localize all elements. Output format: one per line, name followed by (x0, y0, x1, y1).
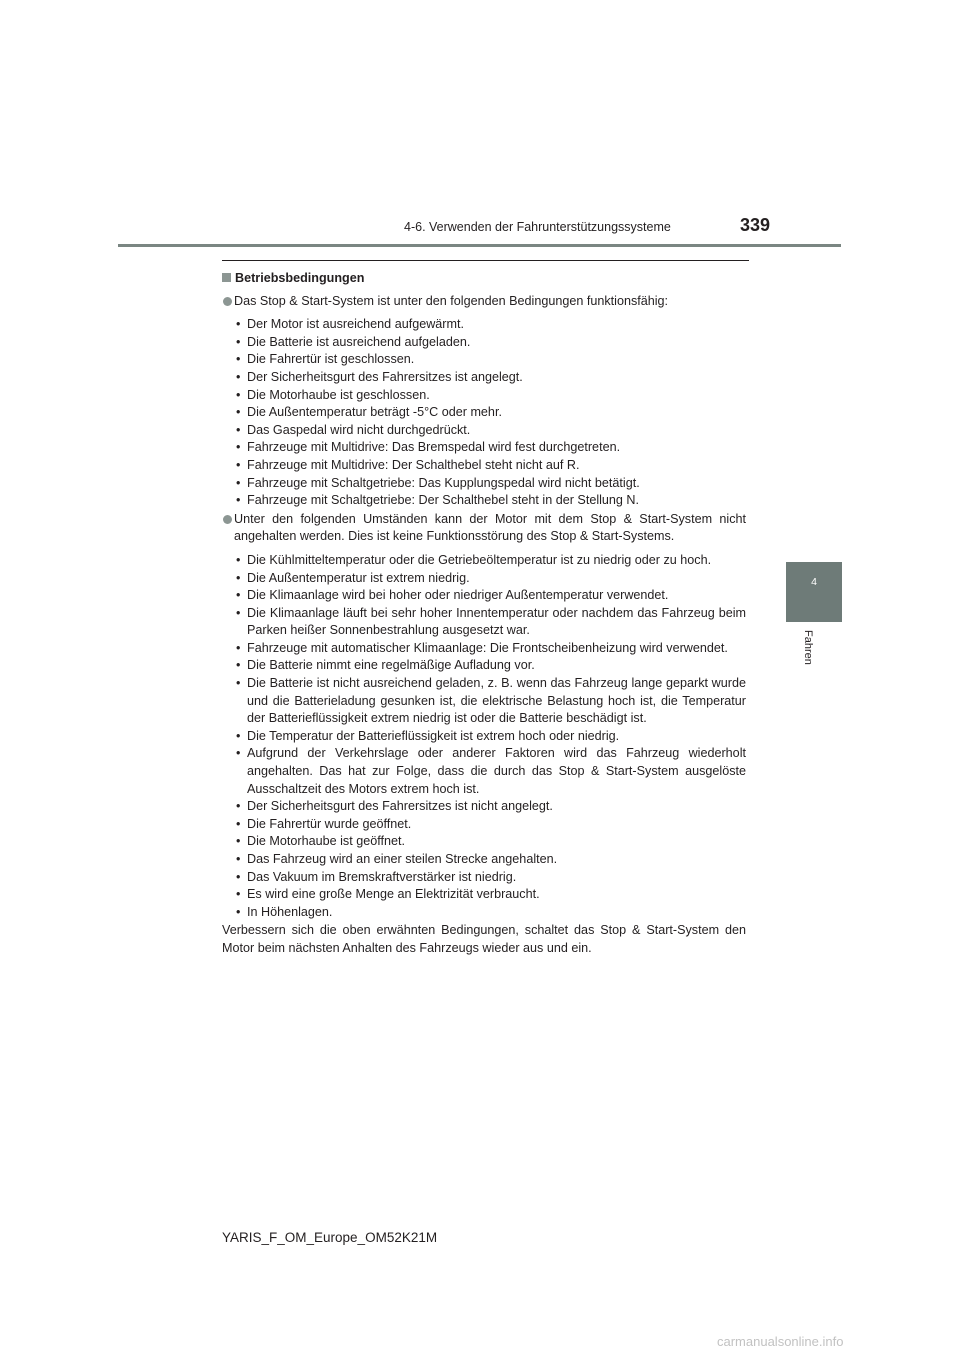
list-item (234, 387, 746, 405)
list-item (234, 851, 746, 869)
section-heading (222, 270, 746, 288)
bullet-dot-icon: • (236, 852, 241, 866)
non-functional-conditions-list (234, 552, 746, 921)
chapter-tab-number: 4 (811, 576, 817, 588)
list-item-text: Fahrzeuge mit automatischer Klimaanlage: Die Frontscheibenheizung wird verwendet. (247, 640, 728, 655)
chapter-label-text: Fahren (802, 630, 814, 665)
list-item (234, 552, 746, 570)
content-top-rule (222, 260, 749, 261)
list-item-text: Die Außentemperatur ist extrem niedrig. (247, 570, 470, 585)
bullet-dot-icon: • (236, 887, 241, 902)
list-item (234, 745, 746, 798)
bullet-dot-icon: • (236, 552, 241, 567)
list-item-text: Die Fahrertür ist geschlossen. (247, 352, 415, 367)
list-item-text: Der Sicherheitsgurt des Fahrersitzes ist angelegt. (247, 369, 523, 384)
list-item-text: Es wird eine große Menge an Elektrizität verbraucht. (247, 887, 540, 902)
bullet-dot-icon: • (236, 658, 241, 673)
bullet-dot-icon: • (236, 799, 241, 814)
bullet-dot-icon: • (236, 834, 241, 849)
watermark: carmanualsonline.info (717, 1334, 844, 1349)
list-item (234, 369, 746, 387)
bullet-dot-icon: • (236, 746, 241, 761)
list-item (234, 351, 746, 369)
list-item-text: Die Klimaanlage wird bei hoher oder niedriger Außentemperatur verwendet. (247, 588, 669, 603)
chapter-tab[interactable] (786, 562, 842, 622)
list-item (234, 904, 746, 922)
header-rule (118, 244, 841, 247)
circle-bullet-icon (223, 297, 232, 306)
list-item-text: Die Klimaanlage läuft bei sehr hoher Innentemperatur oder nachdem das Fahrzeug beim Parken heißer Sonnenbestrahlung ausgesetzt war. (247, 605, 746, 638)
list-item-text: Die Außentemperatur beträgt -5°C oder mehr. (247, 405, 502, 420)
list-item (234, 404, 746, 422)
list-item (234, 798, 746, 816)
main-content (222, 270, 746, 958)
bullet-dot-icon: • (236, 904, 241, 919)
section-heading-text: Betriebsbedingungen (235, 271, 365, 285)
bullet-dot-icon: • (236, 440, 241, 455)
list-item (234, 334, 746, 352)
list-item-text: Das Vakuum im Bremskraftverstärker ist niedrig. (247, 869, 517, 884)
bullet-dot-icon: • (236, 640, 241, 655)
list-item-text: Die Batterie ist ausreichend aufgeladen. (247, 334, 471, 349)
list-item (234, 657, 746, 675)
list-item (234, 833, 746, 851)
list-item-text: Fahrzeuge mit Schaltgetriebe: Das Kupplungspedal wird nicht betätigt. (247, 475, 640, 490)
list-item (234, 675, 746, 728)
bullet-dot-icon: • (236, 422, 241, 437)
list-item (234, 640, 746, 658)
list-item (234, 475, 746, 493)
bullet-dot-icon: • (236, 816, 241, 831)
bullet-dot-icon: • (236, 588, 241, 603)
square-bullet-icon (222, 273, 231, 282)
list-item (234, 816, 746, 834)
list-item-text: Das Fahrzeug wird an einer steilen Strecke angehalten. (247, 852, 558, 866)
list-item (234, 439, 746, 457)
list-item-text: Fahrzeuge mit Multidrive: Das Bremspedal wird fest durchgetreten. (247, 440, 621, 455)
list-item (234, 869, 746, 887)
list-item-text: Das Gaspedal wird nicht durchgedrückt. (247, 422, 471, 437)
bullet-dot-icon: • (236, 369, 241, 384)
list-item-text: Die Batterie ist nicht ausreichend geladen, z. B. wenn das Fahrzeug lange geparkt wurde und die Batterieladung gesunken ist, die elektrische Belastung hoch ist, die Temperatur der Batterieflüssigkeit extrem niedrig ist oder die Batterie beschädigt ist. (247, 676, 746, 726)
list-item-text: Die Motorhaube ist geöffnet. (247, 834, 405, 849)
list-item-text: Die Motorhaube ist geschlossen. (247, 387, 430, 402)
condition-item-text: Das Stop & Start-System ist unter den folgenden Bedingungen funktionsfähig: (234, 293, 669, 308)
list-item (234, 605, 746, 640)
page-number: 339 (740, 215, 771, 235)
bullet-dot-icon: • (236, 570, 241, 585)
list-item (234, 570, 746, 588)
list-item-text: Die Temperatur der Batterieflüssigkeit ist extrem hoch oder niedrig. (247, 728, 620, 743)
bullet-dot-icon: • (236, 457, 241, 472)
bullet-dot-icon: • (236, 317, 241, 332)
list-item-text: Die Batterie nimmt eine regelmäßige Aufladung vor. (247, 658, 535, 673)
list-item-text: In Höhenlagen. (247, 904, 333, 919)
condition-item-text: Unter den folgenden Umständen kann der Motor mit dem Stop & Start-System nicht angehalten werden. Dies ist keine Funktionsstörung des Stop & Start-Systems. (234, 511, 746, 544)
bullet-dot-icon: • (236, 352, 241, 367)
header-section-title: 4-6. Verwenden der Fahrunterstützungssysteme (404, 220, 671, 234)
list-item (234, 886, 746, 904)
list-item (234, 587, 746, 605)
list-item-text: Fahrzeuge mit Schaltgetriebe: Der Schalthebel steht in der Stellung N. (247, 493, 640, 508)
closing-paragraph: Verbessern sich die oben erwähnten Bedingungen, schaltet das Stop & Start-System den Motor beim nächsten Anhalten des Fahrzeugs wieder aus und ein. (222, 923, 746, 955)
bullet-dot-icon: • (236, 334, 241, 349)
bullet-dot-icon: • (236, 728, 241, 743)
bullet-dot-icon: • (236, 869, 241, 884)
bullet-dot-icon: • (236, 493, 241, 508)
condition-item-functional (222, 293, 746, 311)
chapter-label (788, 630, 838, 680)
list-item-text: Aufgrund der Verkehrslage oder anderer Faktoren wird das Fahrzeug wiederholt angehalten. Das hat zur Folge, dass die durch das Stop & Start-System ausgelöste Ausschaltzeit des Motors extrem hoch ist. (247, 746, 746, 796)
list-item-text: Der Motor ist ausreichend aufgewärmt. (247, 317, 464, 332)
bullet-dot-icon: • (236, 405, 241, 420)
functional-conditions-list (234, 316, 746, 510)
list-item-text: Fahrzeuge mit Multidrive: Der Schalthebel steht nicht auf R. (247, 457, 580, 472)
circle-bullet-icon (223, 515, 232, 524)
footer-document-code: YARIS_F_OM_Europe_OM52K21M (222, 1230, 438, 1245)
bullet-dot-icon: • (236, 387, 241, 402)
bullet-dot-icon: • (236, 475, 241, 490)
list-item (234, 492, 746, 510)
list-item (234, 316, 746, 334)
list-item (234, 728, 746, 746)
list-item-text: Die Kühlmitteltemperatur oder die Getriebeöltemperatur ist zu niedrig oder zu hoch. (247, 552, 712, 567)
list-item-text: Die Fahrertür wurde geöffnet. (247, 816, 412, 831)
list-item (234, 422, 746, 440)
bullet-dot-icon: • (236, 605, 241, 620)
bullet-dot-icon: • (236, 676, 241, 691)
list-item-text: Der Sicherheitsgurt des Fahrersitzes ist nicht angelegt. (247, 799, 553, 814)
list-item (234, 457, 746, 475)
condition-item-not-stopping (222, 511, 746, 546)
